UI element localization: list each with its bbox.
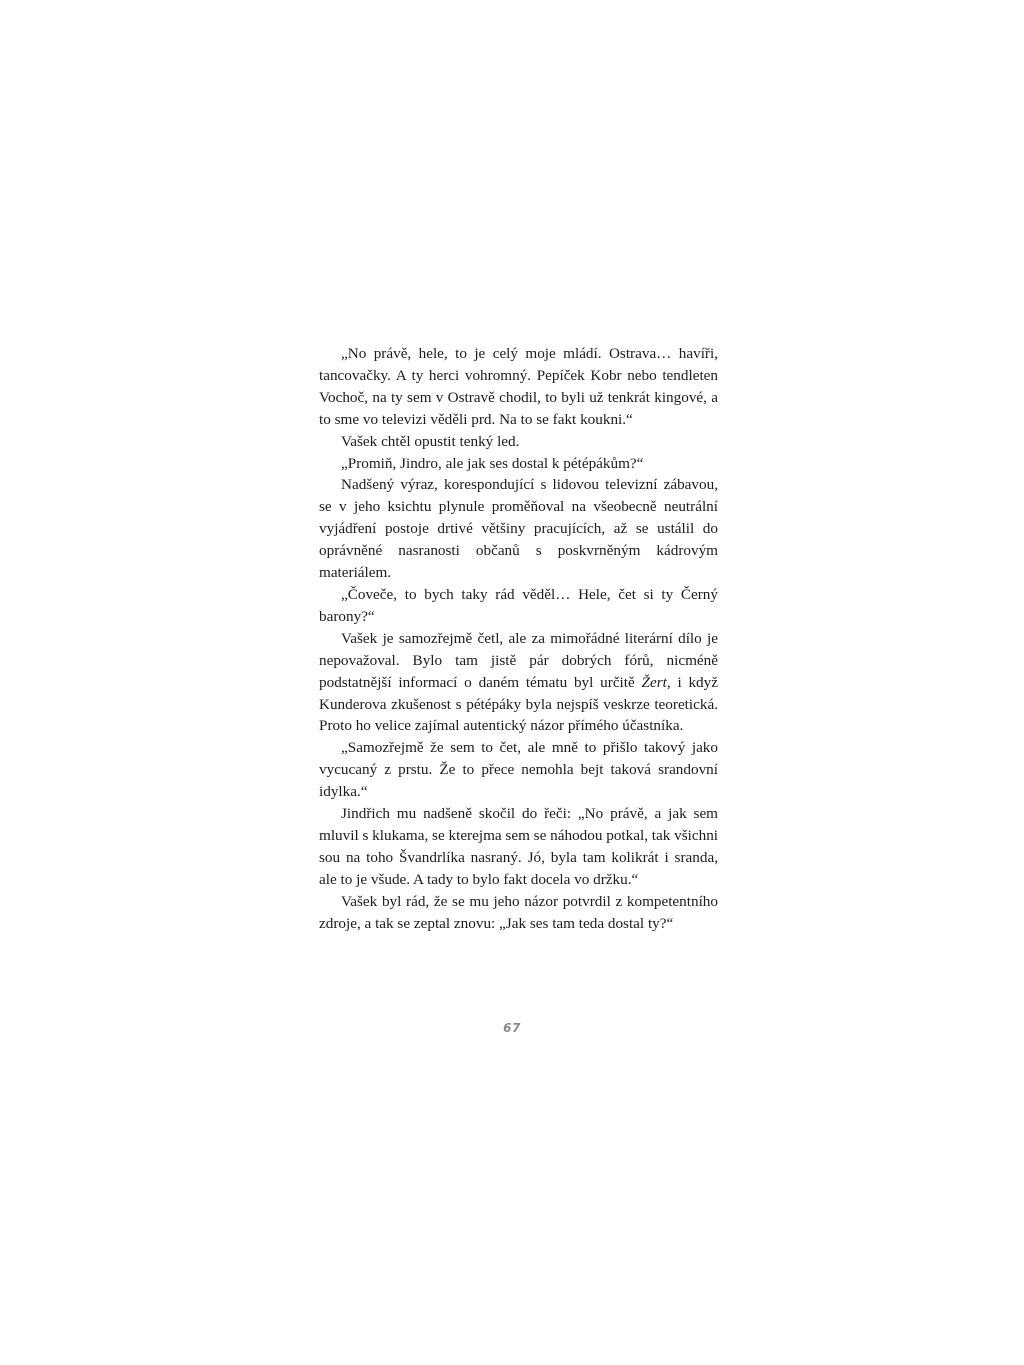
paragraph: Nadšený výraz, korespondující s lidovou televizní zábavou, se v jeho ksichtu plynule proměňoval na všeobecně neutrální vyjádření postoje drtivé většiny pracujících, až se ustálil do oprávněné nasranosti občanů s poskvrněným kádrovým materiálem. [319,476,718,582]
paragraph: „Promiň, Jindro, ale jak ses dostal k pétépákům?“ [341,454,644,472]
paragraph: „Čoveče, to bych taky rád věděl… Hele, čet si ty Černý barony?“ [319,585,718,625]
paragraph: Jindřich mu nadšeně skočil do řeči: „No právě, a jak sem mluvil s klukama, se kterejma sem se náhodou potkal, tak všichni sou na toho Švandrlíka nasraný. Jó, byla tam kolikrát i sranda, ale to je všude. A tady to bylo fakt docela vo držku.“ [319,805,719,888]
book-title-italic: Žert [641,673,667,691]
paragraph-text: Vašek je samozřejmě četl, ale za mimořádné literární dílo je nepovažoval. Bylo tam jistě pár dobrých fórů, nicméně podstatnější informací o daném tématu byl určitě [319,629,718,691]
page-number: 67 [503,1021,521,1035]
body-text [319,343,718,934]
paragraph: „No právě, hele, to je celý moje mládí. Ostrava… havíři, tancovačky. A ty herci vohromný. Pepíček Kobr nebo tendleten Vochoč, na ty sem v Ostravě chodil, to byli už tenkrát kingové, a to sme vo televizi věděli prd. Na to se fakt koukni.“ [319,345,718,428]
paragraph [319,628,718,738]
paragraph: „Samozřejmě že sem to čet, ale mně to přišlo takový jako vycucaný z prstu. Že to přece nemohla bejt taková srandovní idylka.“ [319,739,718,801]
paragraph-text: , i když Kunderova zkušenost s pétépáky byla nejspíš veskrze teoretická. Proto ho velice zajímal autentický názor přímého účastníka. [319,673,718,735]
paragraph: Vašek chtěl opustit tenký led. [341,432,520,450]
paragraph: Vašek byl rád, že se mu jeho názor potvrdil z kompetentního zdroje, a tak se zeptal znovu: „Jak ses tam teda dostal ty?“ [319,892,718,932]
